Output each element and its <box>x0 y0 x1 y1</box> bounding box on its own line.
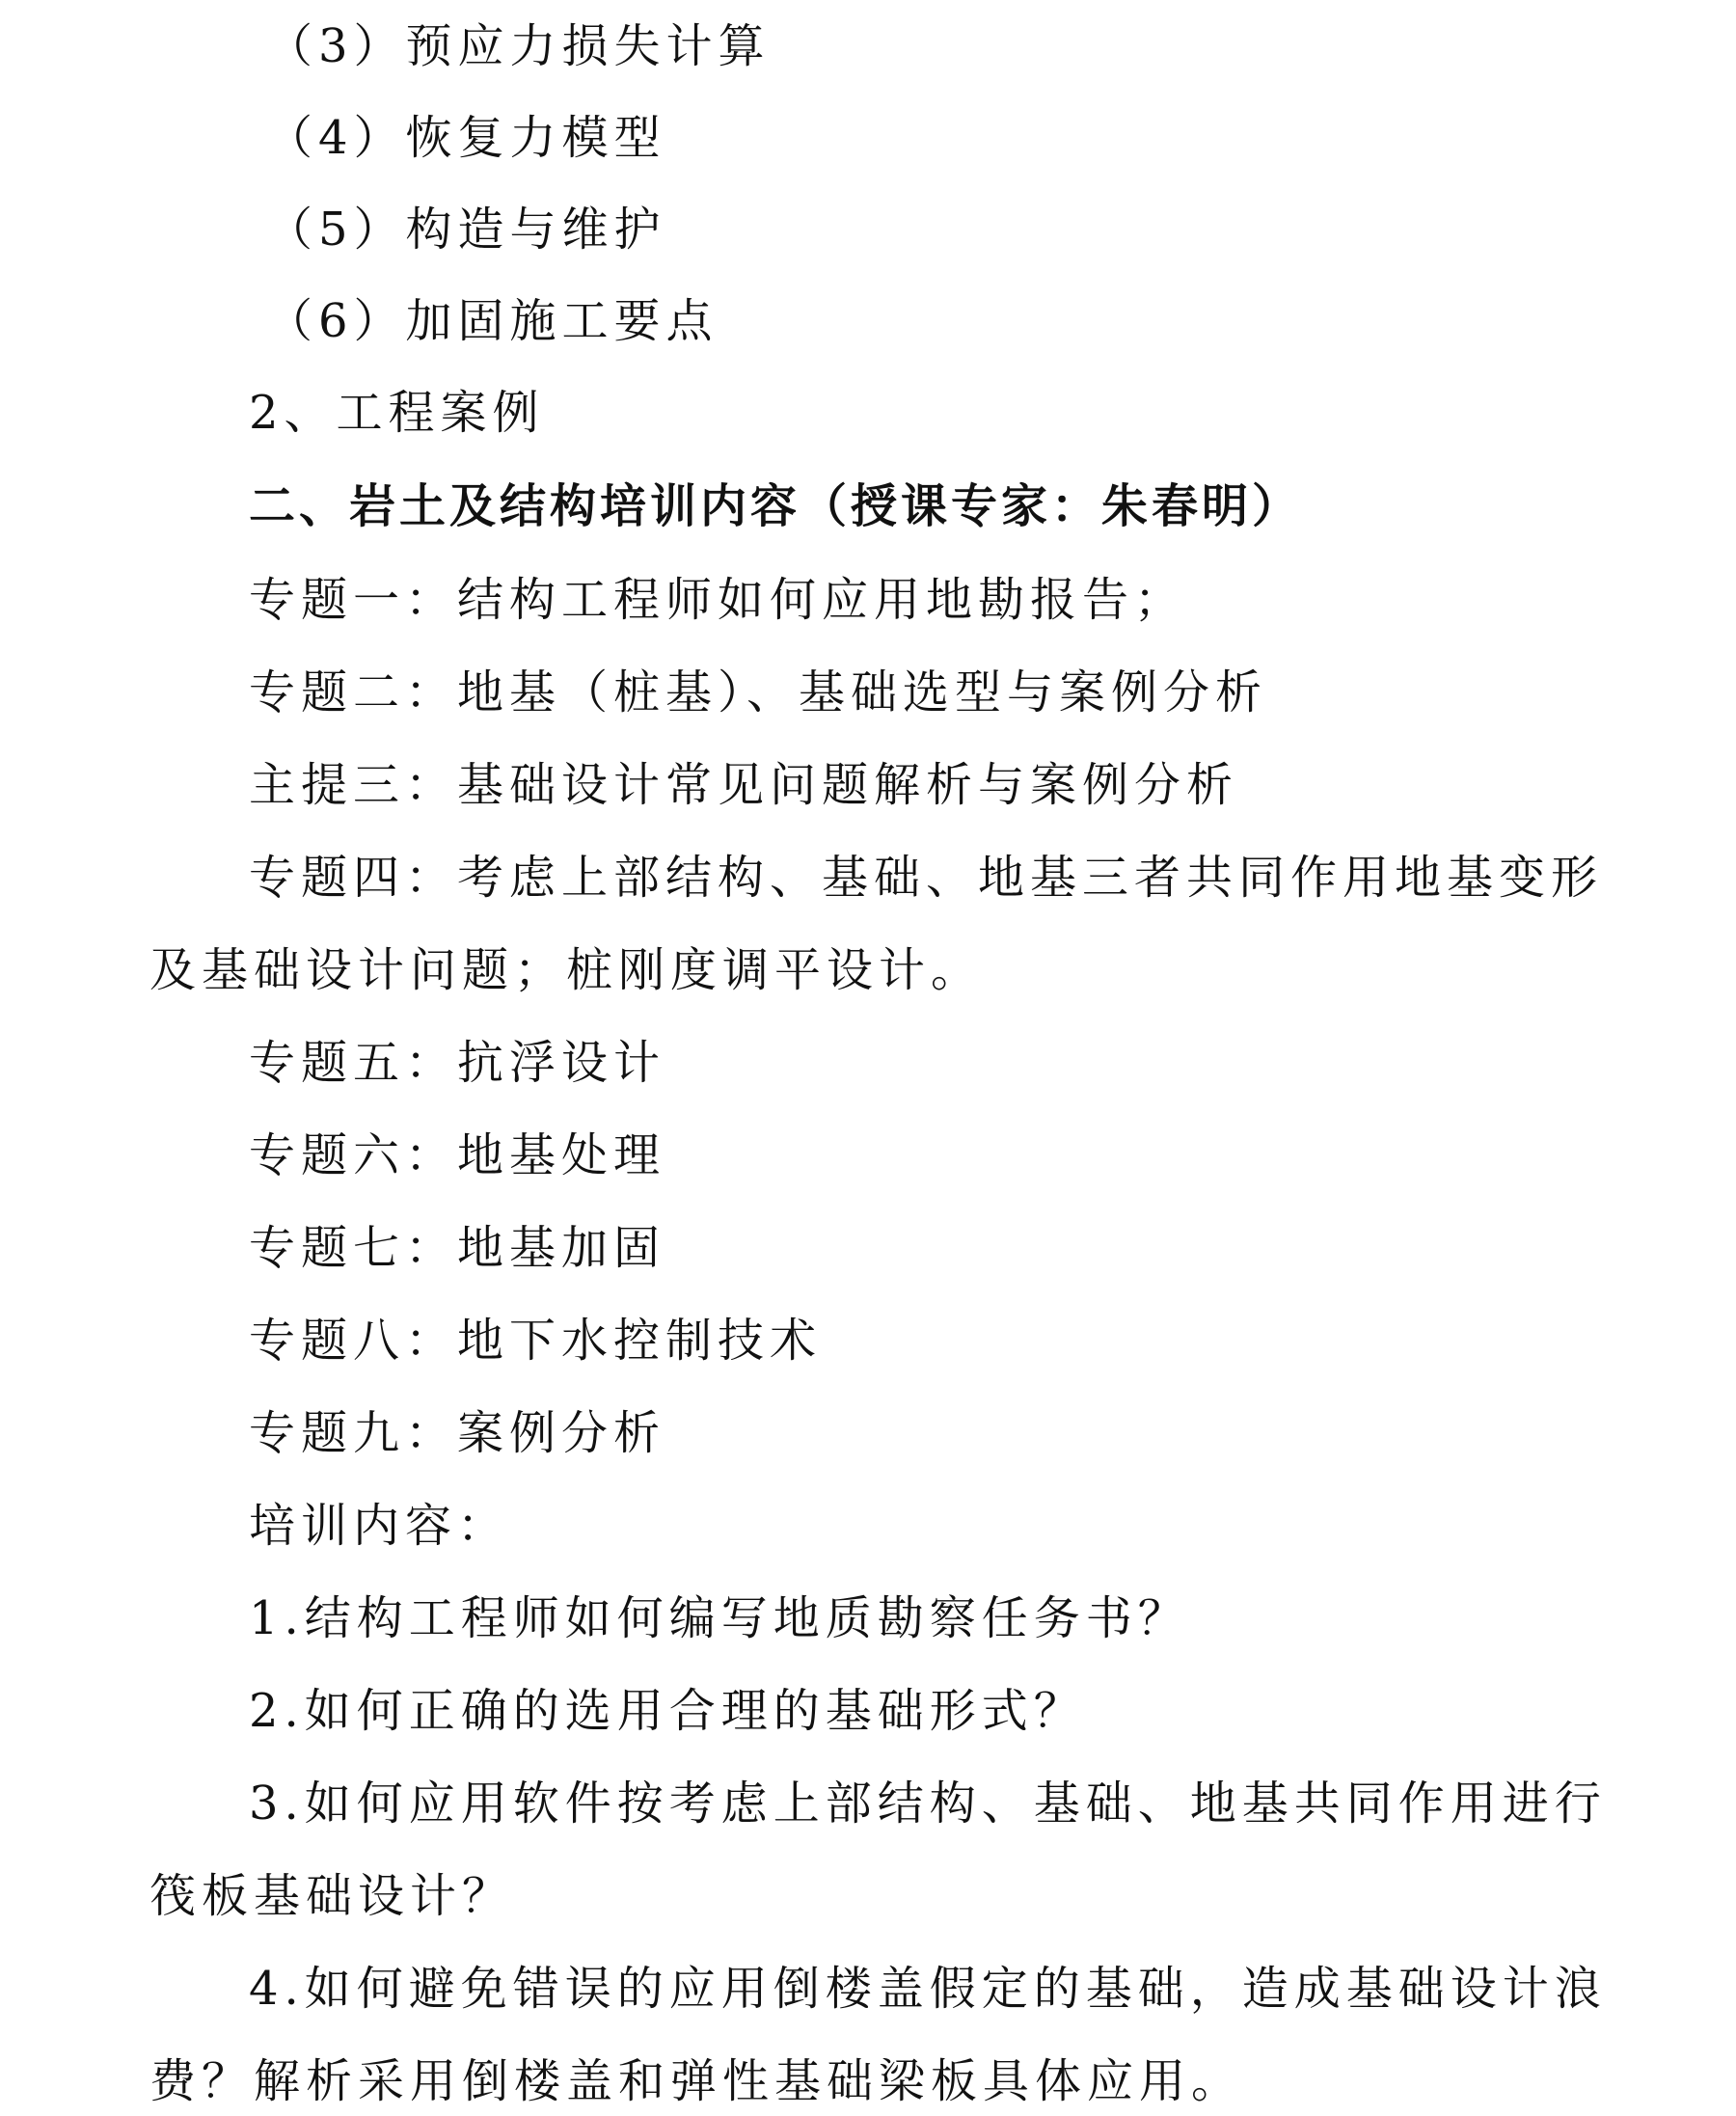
content-item-2: 2.如何正确的选用合理的基础形式？ <box>249 1684 1086 1738</box>
content-item-4-cont: 费？解析采用倒楼盖和弹性基础梁板具体应用。 <box>149 2054 1244 2108</box>
content-item-3: 3.如何应用软件按考虑上部结构、基础、地基共同作用进行 <box>249 1777 1607 1831</box>
topic-7: 专题七：地基加固 <box>249 1221 666 1275</box>
sub-item-6: （6）加固施工要点 <box>266 294 719 348</box>
content-item-1: 1.结构工程师如何编写地质勘察任务书？ <box>249 1591 1190 1645</box>
item-2: 2、工程案例 <box>249 386 545 440</box>
sub-item-3: （3）预应力损失计算 <box>266 19 771 73</box>
sub-item-5: （5）构造与维护 <box>266 203 666 257</box>
topic-2: 专题二：地基（桩基）、基础选型与案例分析 <box>249 665 1268 719</box>
topic-3: 主提三：基础设计常见问题解析与案例分析 <box>249 758 1239 812</box>
topic-4-cont: 及基础设计问题；桩刚度调平设计。 <box>149 943 984 997</box>
topic-8: 专题八：地下水控制技术 <box>249 1314 823 1368</box>
topic-9: 专题九：案例分析 <box>249 1406 666 1460</box>
section-heading: 二、岩土及结构培训内容（授课专家：朱春明） <box>249 479 1303 533</box>
topic-5: 专题五：抗浮设计 <box>249 1036 666 1090</box>
content-item-4: 4.如何避免错误的应用倒楼盖假定的基础，造成基础设计浪 <box>249 1962 1607 2016</box>
topic-6: 专题六：地基处理 <box>249 1128 666 1182</box>
sub-item-4: （4）恢复力模型 <box>266 111 666 165</box>
topic-4: 专题四：考虑上部结构、基础、地基三者共同作用地基变形 <box>249 851 1604 905</box>
content-item-3-cont: 筏板基础设计？ <box>149 1869 515 1923</box>
topic-1: 专题一：结构工程师如何应用地勘报告； <box>249 573 1187 627</box>
training-content-label: 培训内容： <box>249 1499 510 1553</box>
